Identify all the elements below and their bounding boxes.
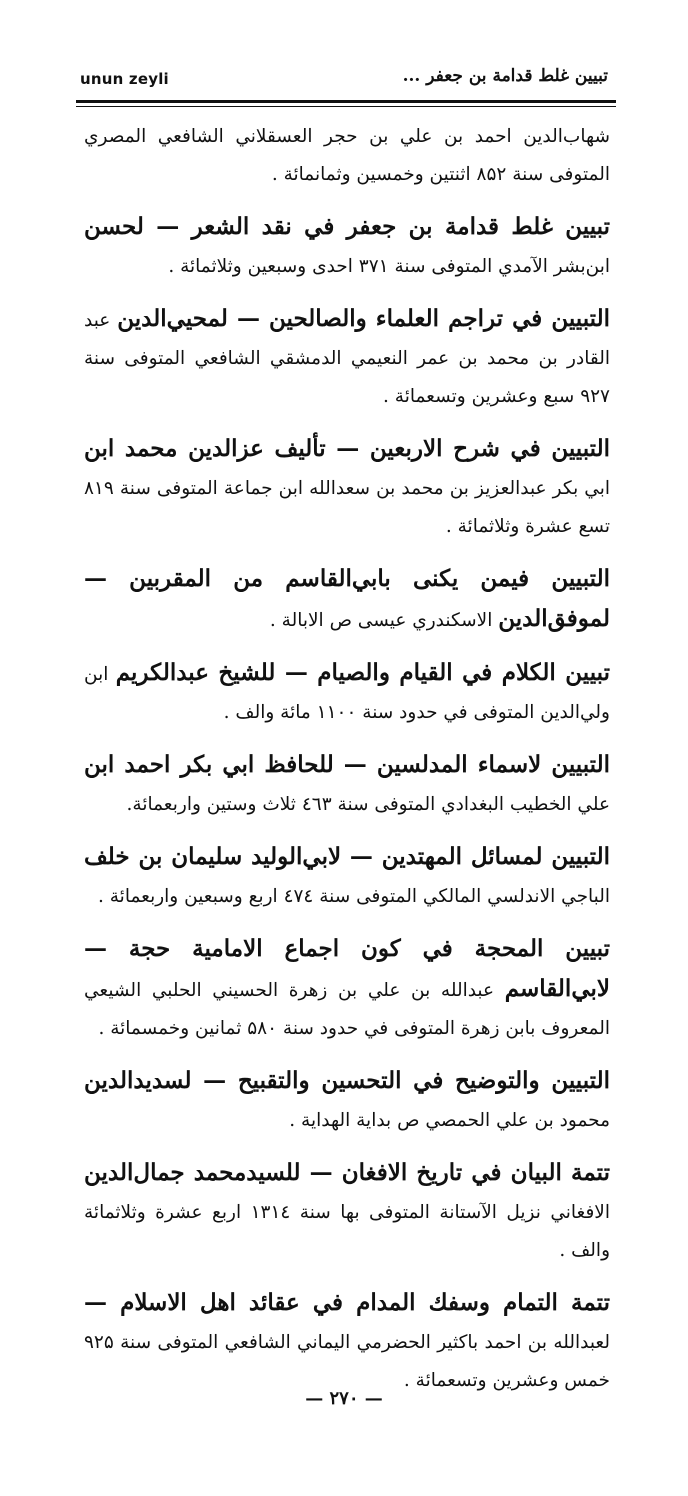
entry-text: الباجي الاندلسي المالكي المتوفى سنة ٤۷٤ اربع وسبعين واربعمائة .	[98, 886, 610, 907]
entry	[84, 118, 610, 194]
entry-title: التبيين والتوضيح في التحسين والتقبيح — لسديدالدين	[84, 1067, 610, 1094]
entry-title: التبيين لمسائل المهتدين — لابي‌الوليد سليمان بن خلف	[84, 843, 610, 870]
entry-text: محمود بن علي الحمصي ص بداية الهداية .	[289, 1110, 610, 1131]
entry-text: عبدالله بن علي بن زهرة الحسيني الحلبي الشيعي المعروف بابن زهرة المتوفى في حدود سنة ۵۸۰ ثمانين وخمسمائة .	[84, 980, 610, 1039]
entry	[84, 208, 610, 286]
header-left-text: unun zeyli	[80, 70, 169, 88]
bibliography-entries	[84, 118, 610, 1414]
entry	[84, 300, 610, 416]
entry-title: تبيين الكلام في القيام والصيام — للشيخ عبدالكريم	[115, 659, 610, 686]
running-header	[80, 66, 608, 96]
entry	[84, 654, 610, 732]
entry-text: الافغاني نزيل الآستانة المتوفى بها سنة ۱۳۱٤ اربع عشرة وثلاثمائة والف .	[84, 1202, 610, 1261]
entry	[84, 838, 610, 916]
header-right-text: تبيين غلط قدامة بن جعفر ...	[402, 66, 608, 86]
entry-text: شهاب‌الدين احمد بن علي بن حجر العسقلاني الشافعي المصري المتوفى سنة ۸۵۲ اثنتين وخمسين وثمانمائة .	[84, 126, 610, 185]
entry-title: التبيين لاسماء المدلسين — للحافظ ابي بكر احمد ابن	[84, 751, 610, 778]
entry	[84, 560, 610, 640]
entry-title: تتمة البيان في تاريخ الافغان — للسيدمحمد جمال‌الدين	[84, 1159, 610, 1186]
entry	[84, 1284, 610, 1400]
entry-text: ابن‌بشر الآمدي المتوفى سنة ۳۷۱ احدى وسبعين وثلاثمائة .	[168, 256, 610, 277]
entry-text: علي الخطيب البغدادي المتوفى سنة ٤٦۳ ثلاث وستين واربعمائة.	[126, 794, 610, 815]
entry-title: التبيين فيمن يكنى بابي‌القاسم من المقربين — لموفق‌الدين	[84, 565, 610, 632]
entry	[84, 746, 610, 824]
page-number: — ۲۷۰ —	[305, 1388, 383, 1409]
entry-text: لعبدالله بن احمد باكثير الحضرمي اليماني الشافعي المتوفى سنة ۹۲۵ خمس وعشرين وتسعمائة .	[84, 1332, 610, 1391]
entry-title: تبيين غلط قدامة بن جعفر في نقد الشعر — لحسن	[84, 213, 610, 240]
entry	[84, 1062, 610, 1140]
entry-text: ابي بكر عبدالعزيز بن محمد بن سعدالله ابن جماعة المتوفى سنة ۸۱۹ تسع عشرة وثلاثمائة .	[84, 478, 610, 537]
entry	[84, 1154, 610, 1270]
entry-text: الاسكندري عيسى ص الابالة .	[269, 610, 493, 631]
entry-title: تتمة التمام وسفك المدام في عقائد اهل الاسلام —	[84, 1289, 610, 1316]
entry-title: التبيين في شرح الاربعين — تأليف عزالدين محمد ابن	[84, 435, 610, 462]
entry-title: التبيين في تراجم العلماء والصالحين — لمحيي‌الدين	[117, 305, 610, 332]
entry	[84, 930, 610, 1048]
entry-text: عبد القادر بن محمد بن عمر النعيمي الدمشقي الشافعي المتوفى سنة ۹۲۷ سبع وعشرين وتسعمائة .	[84, 310, 610, 407]
entry	[84, 430, 610, 546]
header-rule-thick	[76, 100, 616, 103]
entry-title: تبيين المحجة في كون اجماع الامامية حجة — لابي‌القاسم	[84, 935, 611, 1002]
header-rule-thin	[76, 106, 616, 107]
entry-text: ابن ولي‌الدين المتوفى في حدود سنة ۱۱۰۰ مائة والف .	[84, 664, 610, 723]
